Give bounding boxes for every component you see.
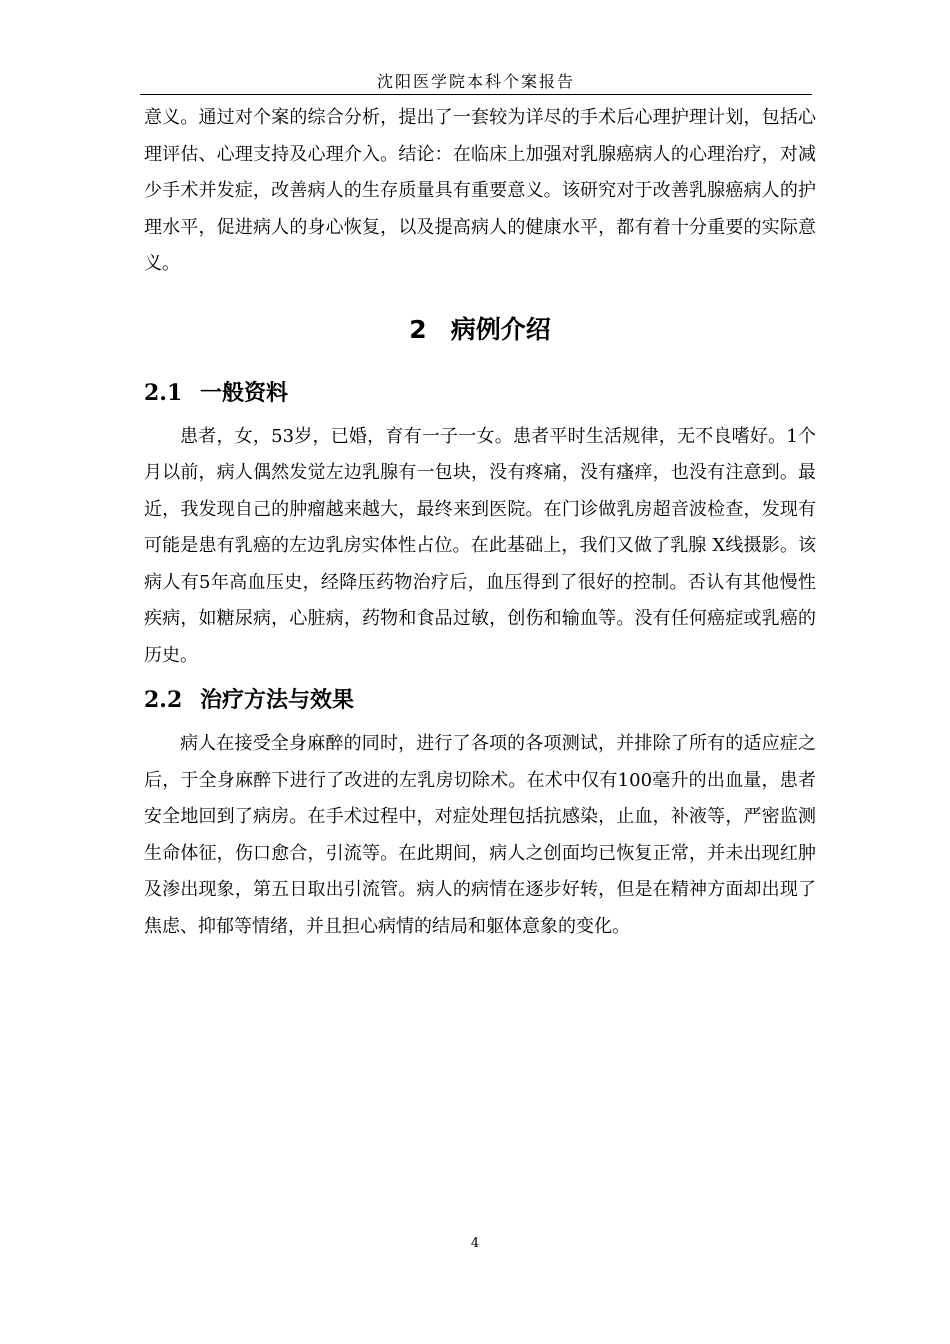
subsection-title: 一般资料 — [200, 380, 289, 406]
intro-paragraph: 意义。通过对个案的综合分析，提出了一套较为详尽的手术后心理护理计划，包括心理评估、心理支持及心理介入。结论：在临床上加强对乳腺癌病人的心理治疗，对减少手术并发症，改善病人的生存质量具有重要意义。该研究对于改善乳腺癌病人的护理水平，促进病人的身心恢复，以及提高病人的健康水平，都有着十分重要的实际意义。 — [144, 107, 816, 274]
section-title: 病例介绍 — [450, 314, 551, 344]
page-number: 4 — [470, 1236, 480, 1251]
page-header — [140, 70, 812, 95]
subsection-heading-treatment — [144, 682, 816, 718]
subsection-heading-general-info — [144, 375, 816, 411]
subsection-number: 2.1 — [144, 379, 183, 406]
subsection-number: 2.2 — [144, 687, 183, 713]
header-title: 沈阳医学院本科个案报告 — [376, 72, 575, 91]
treatment-paragraph: 病人在接受全身麻醉的同时，进行了各项的各项测试，并排除了所有的适应症之后，于全身麻醉下进行了改进的左乳房切除术。在术中仅有100毫升的出血量，患者安全地回到了病房。在手术过程中，对症处理包括抗感染，止血，补液等，严密监测生命体征，伤口愈合，引流等。在此期间，病人之创面均已恢复正常，并未出现红肿及渗出现象，第五日取出引流管。病人的病情在逐步好转，但是在精神方面却出现了焦虑、抑郁等情绪，并且担心病情的结局和躯体意象的变化。 — [144, 733, 816, 937]
document-body — [144, 100, 816, 945]
subsection-title: 治疗方法与效果 — [200, 688, 355, 713]
general-info-paragraph: 患者，女，53岁，已婚，育有一子一女。患者平时生活规律，无不良嗜好。1个月以前，病人偶然发觉左边乳腺有一包块，没有疼痛，没有瘙痒，也没有注意到。最近，我发现自己的肿瘤越来越大，最终来到医院。在门诊做乳房超音波检查，发现有可能是患有乳癌的左边乳房实体性占位。在此基础上，我们又做了乳腺 X线摄影。该病人有5年高血压史，经降压药物治疗后，血压得到了很好的控制。否认有其他慢性疾病，如糖尿病，心脏病，药物和食品过敏，创伤和输血等。没有任何癌症或乳癌的历史。 — [144, 425, 816, 666]
section-number: 2 — [409, 314, 427, 344]
section-heading — [144, 305, 816, 355]
